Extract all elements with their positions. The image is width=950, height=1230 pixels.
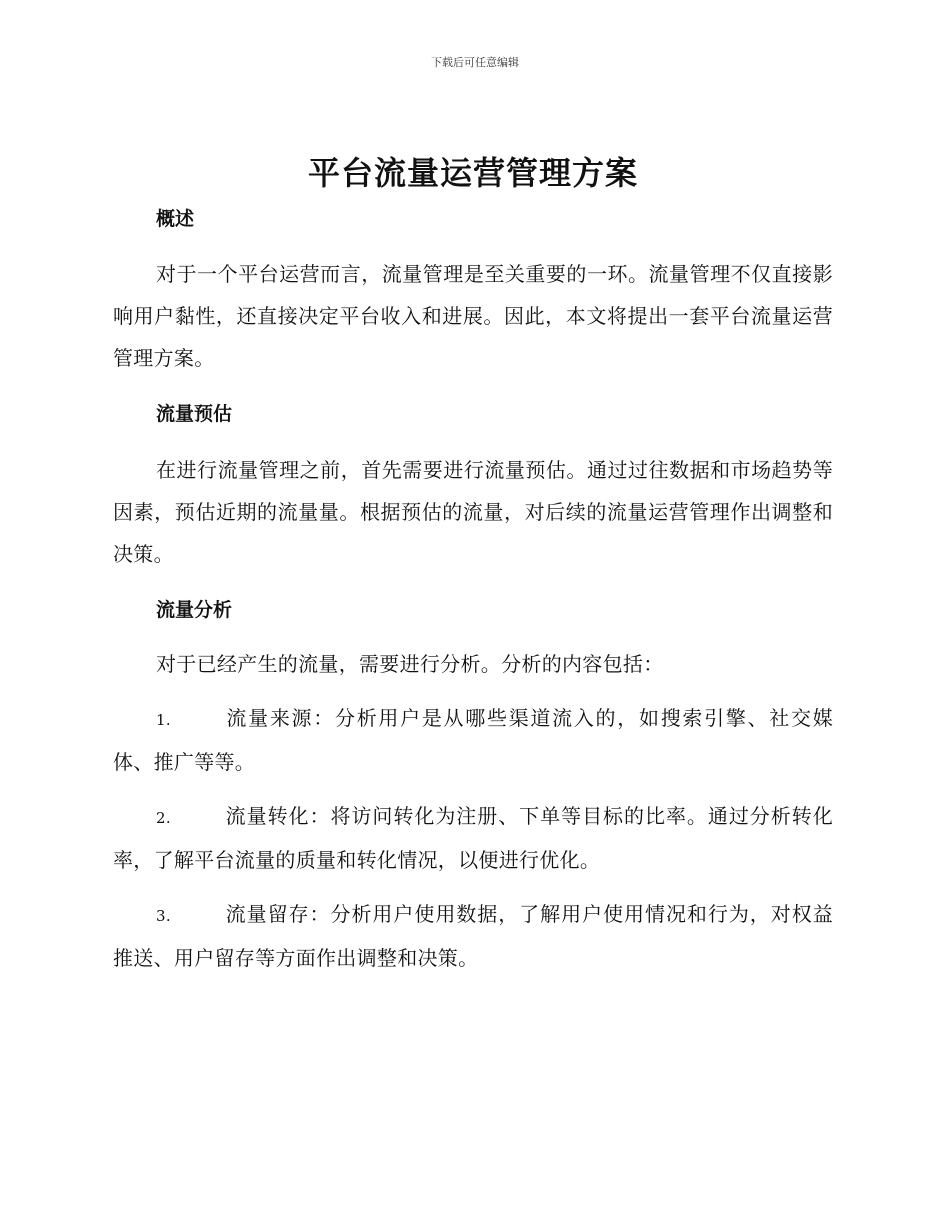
list-item-number: 1. <box>156 711 171 729</box>
list-item <box>113 893 833 979</box>
section-heading-traffic-forecast: 流量预估 <box>156 403 233 425</box>
section-heading-overview: 概述 <box>156 208 195 230</box>
document-title: 平台流量运营管理方案 <box>307 154 638 192</box>
document-body <box>113 150 833 979</box>
section-paragraph-traffic-analysis: 对于已经产生的流量，需要进行分析。分析的内容包括： <box>156 652 664 676</box>
list-item <box>113 697 833 783</box>
list-item-text: 流量留存：分析用户使用数据，了解用户使用情况和行为，对权益推送、用户留存等方面作出调整和决策。 <box>113 902 833 970</box>
list-item-number: 3. <box>156 907 171 925</box>
list-item-number: 2. <box>156 809 171 827</box>
analysis-list <box>113 697 833 979</box>
section-paragraph-overview: 对于一个平台运营而言，流量管理是至关重要的一环。流量管理不仅直接影响用户黏性，还直接决定平台收入和进展。因此，本文将提出一套平台流量运营管理方案。 <box>113 262 833 370</box>
page-header-note: 下载后可任意编辑 <box>431 56 519 69</box>
list-item <box>113 795 833 881</box>
section-paragraph-traffic-forecast: 在进行流量管理之前，首先需要进行流量预估。通过过往数据和市场趋势等因素，预估近期的流量量。根据预估的流量，对后续的流量运营管理作出调整和决策。 <box>113 458 833 566</box>
list-item-text: 流量来源：分析用户是从哪些渠道流入的，如搜索引擎、社交媒体、推广等等。 <box>113 706 833 774</box>
section-heading-traffic-analysis: 流量分析 <box>156 599 233 621</box>
list-item-text: 流量转化：将访问转化为注册、下单等目标的比率。通过分析转化率，了解平台流量的质量和转化情况，以便进行优化。 <box>113 804 833 872</box>
